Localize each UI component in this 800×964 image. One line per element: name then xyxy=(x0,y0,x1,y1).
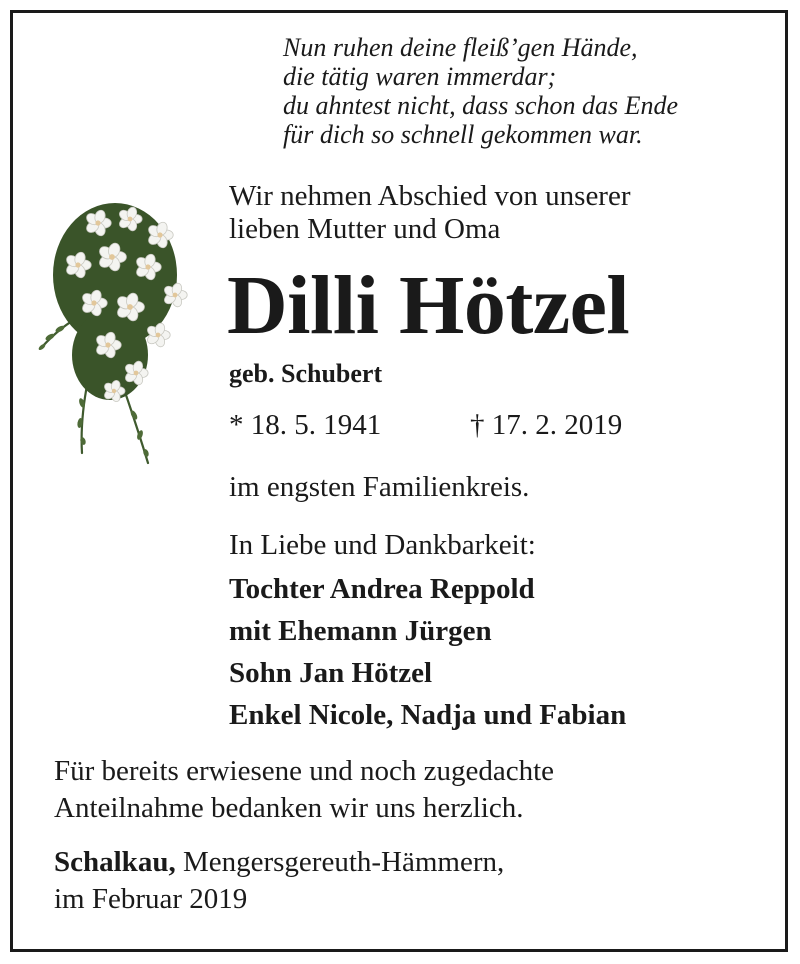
mourner-name: Sohn Jan Hötzel xyxy=(229,657,433,689)
mourners-list xyxy=(229,568,626,736)
ceremony-note: im engsten Familienkreis. xyxy=(229,471,530,503)
place-and-date xyxy=(54,844,504,918)
poem-line: für dich so schnell gekommen war. xyxy=(283,120,643,149)
thanks-line: Anteilnahme bedanken wir uns herzlich. xyxy=(54,792,524,824)
mourner-name: Enkel Nicole, Nadja und Fabian xyxy=(229,699,627,731)
poem-line: du ahntest nicht, dass schon das Ende xyxy=(283,91,679,120)
mourner-name: Tochter Andrea Reppold xyxy=(229,573,535,605)
intro-line: lieben Mutter und Oma xyxy=(229,213,501,245)
intro-line: Wir nehmen Abschied von unserer xyxy=(229,180,631,212)
deceased-name: Dilli Hötzel xyxy=(227,259,630,352)
thanks-line: Für bereits erwiesene und noch zugedachte xyxy=(54,755,555,787)
district-name: Mengersgereuth-Hämmern, xyxy=(175,846,505,878)
notice-date: im Februar 2019 xyxy=(54,883,248,915)
orchid-bouquet-icon xyxy=(30,195,200,470)
thanks-text xyxy=(54,753,554,827)
memorial-poem xyxy=(283,33,678,149)
birth-name: geb. Schubert xyxy=(229,359,383,388)
poem-line: Nun ruhen deine fleiß’gen Hände, xyxy=(283,33,638,62)
mourner-name: mit Ehemann Jürgen xyxy=(229,615,492,647)
poem-line: die tätig waren immerdar; xyxy=(283,62,557,91)
town-name: Schalkau, xyxy=(54,846,176,878)
birth-date: * 18. 5. 1941 xyxy=(229,409,382,441)
death-date: † 17. 2. 2019 xyxy=(470,409,623,441)
intro-text xyxy=(229,180,631,246)
mourners-intro: In Liebe und Dankbarkeit: xyxy=(229,529,536,561)
